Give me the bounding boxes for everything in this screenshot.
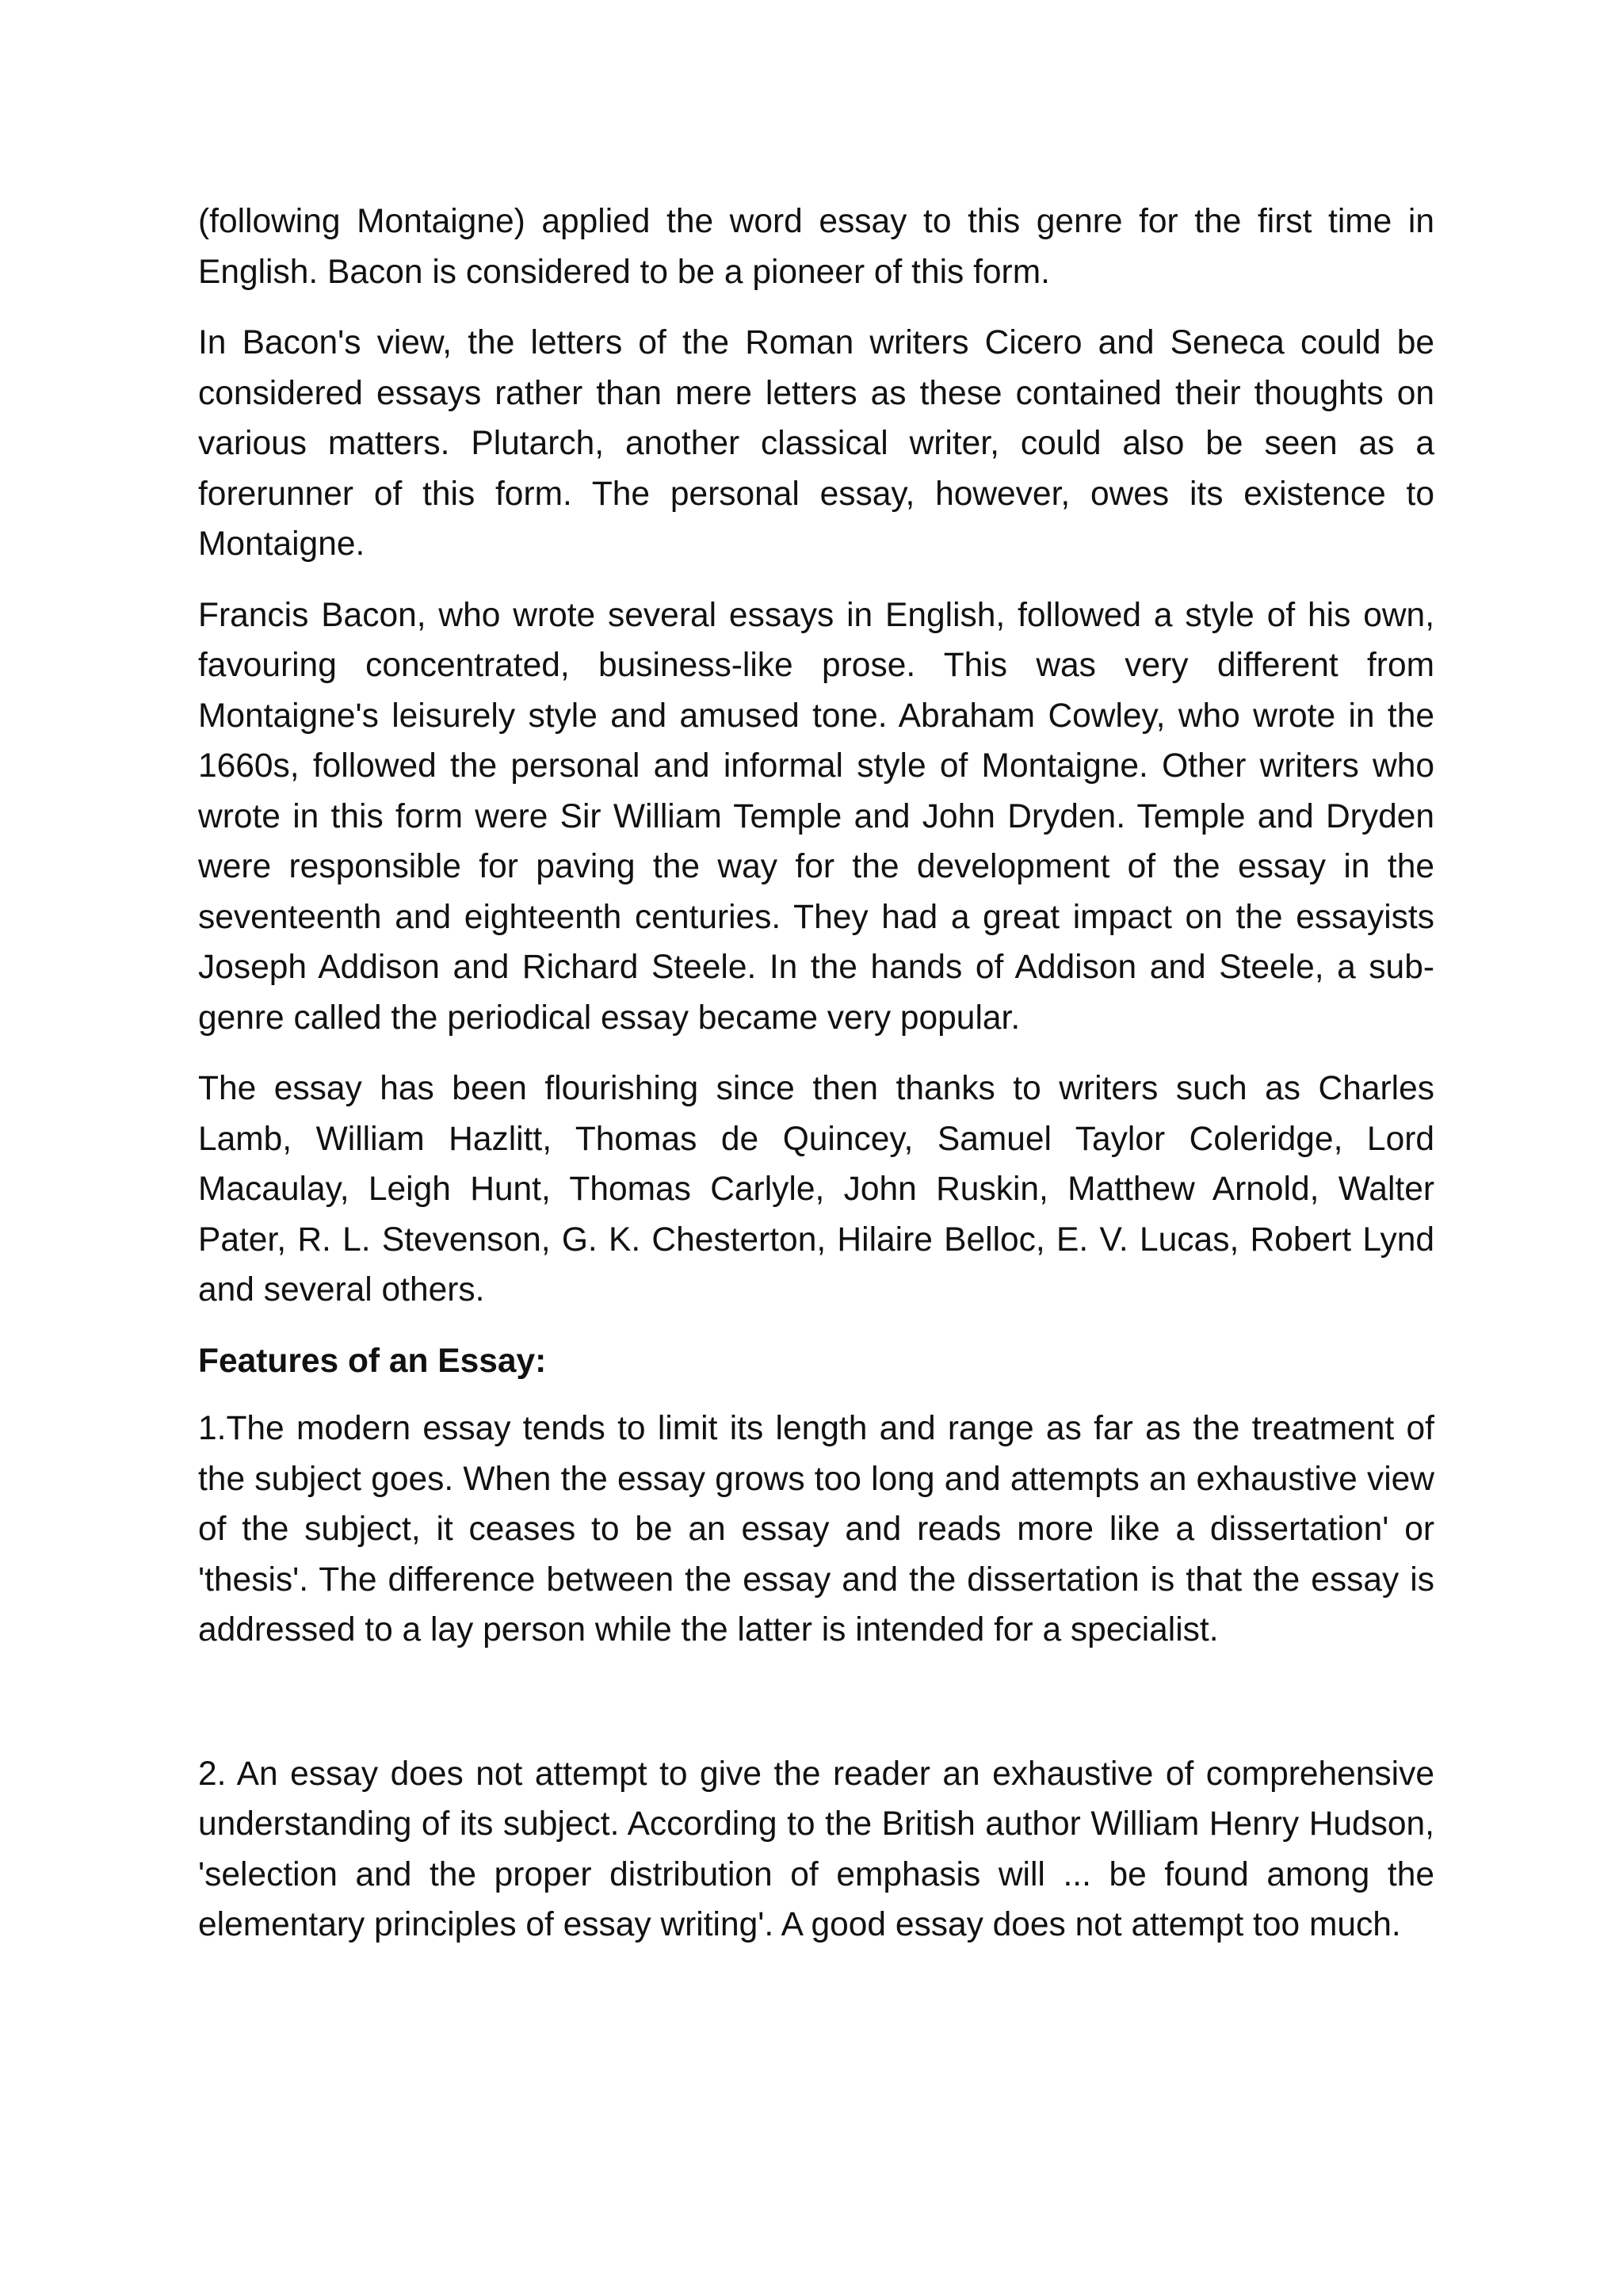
paragraph-francis-bacon: Francis Bacon, who wrote several essays in English, followed a style of his own, favouring concentrated, business-like prose. This was very different from Montaigne's leisurely style and amused tone. Abraham Cowley, who wrote in the 1660s, followed the personal and informal style of Montaigne. Other writers who wrote in this form were Sir William Temple and John Dryden. Temple and Dryden were responsible for paving the way for the development of the essay in the seventeenth and eighteenth centuries. They had a great impact on the essayists Joseph Addison and Richard Steele. In the hands of Addison and Steele, a sub-genre called the periodical essay became very popular.: [198, 596, 1434, 1037]
blank-gap: [198, 1676, 1434, 1749]
paragraph-essay-flourishing: The essay has been flourishing since then thanks to writers such as Charles Lamb, William Hazlitt, Thomas de Quincey, Samuel Taylor Coleridge, Lord Macaulay, Leigh Hunt, Thomas Carlyle, John Ruskin, Matthew Arnold, Walter Pater, R. L. Stevenson, G. K. Chesterton, Hilaire Belloc, E. V. Lucas, Robert Lynd and several others.: [198, 1070, 1434, 1308]
section-heading-features: Features of an Essay:: [198, 1342, 547, 1380]
paragraph-bacon-intro: (following Montaigne) applied the word essay to this genre for the first time in English. Bacon is considered to be a pioneer of this form.: [198, 203, 1434, 291]
document-body: [198, 197, 1434, 1971]
paragraph-bacon-view: In Bacon's view, the letters of the Roman writers Cicero and Seneca could be considered essays rather than mere letters as these contained their thoughts on various matters. Plutarch, another classical writer, could also be seen as a forerunner of this form. The personal essay, however, owes its existence to Montaigne.: [198, 324, 1434, 563]
feature-item-1: 1.The modern essay tends to limit its length and range as far as the treatment of the subject goes. When the essay grows too long and attempts an exhaustive view of the subject, it ceases to be an essay and reads more like a dissertation' or 'thesis'. The difference between the essay and the dissertation is that the essay is addressed to a lay person while the latter is intended for a specialist.: [198, 1410, 1434, 1648]
feature-item-2: 2. An essay does not attempt to give the reader an exhaustive of comprehensive understanding of its subject. According to the British author William Henry Hudson, 'selection and the proper distribution of emphasis will ... be found among the elementary principles of essay writing'. A good essay does not attempt too much.: [198, 1755, 1434, 1943]
